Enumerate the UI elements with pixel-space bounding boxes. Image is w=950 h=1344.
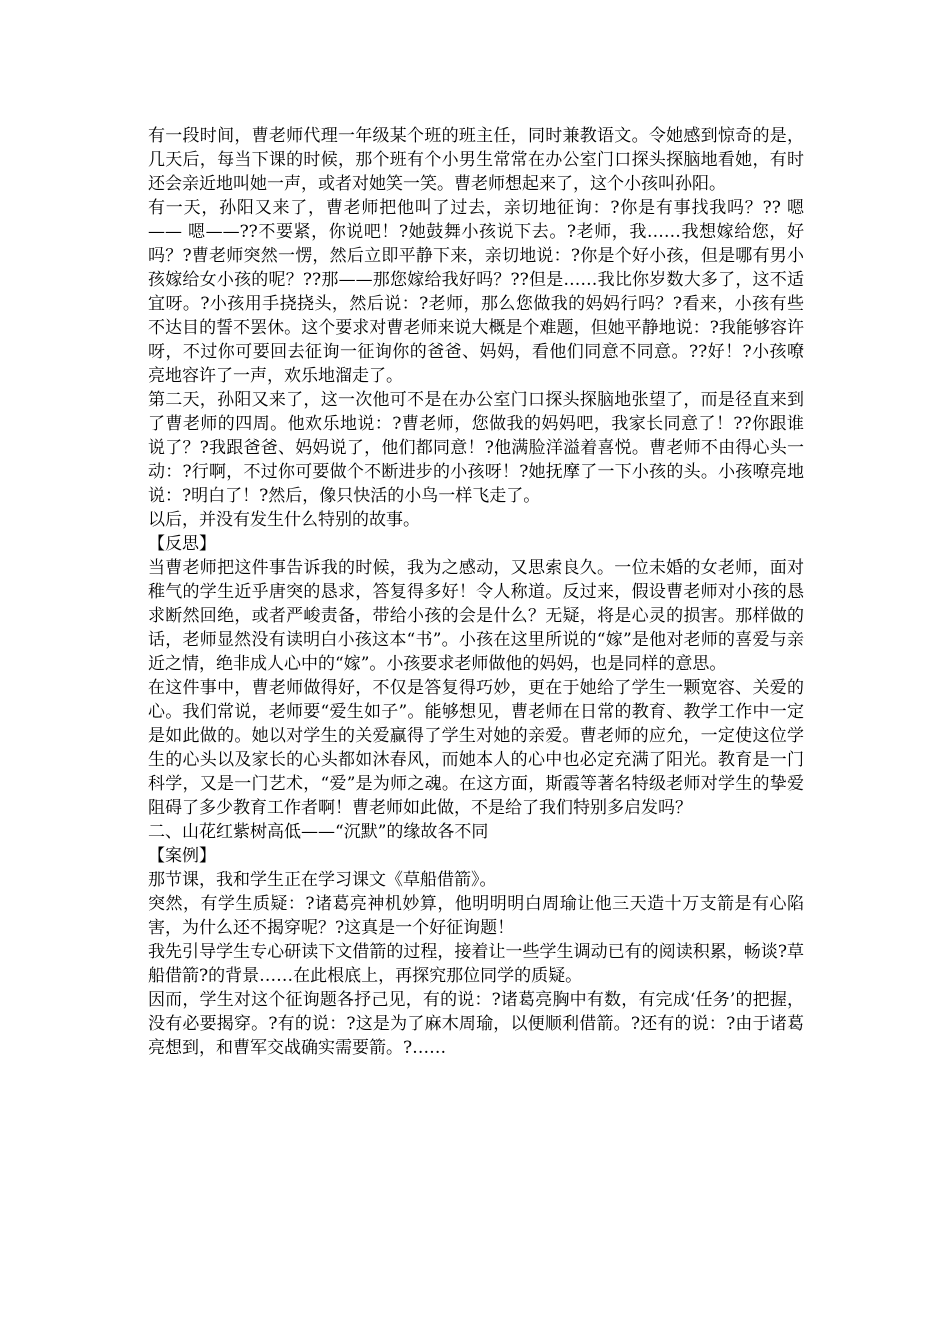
paragraph-intro: 有一段时间，曹老师代理一年级某个班的班主任，同时兼教语文。令她感到惊奇的是，几天后，每当下课的时候，那个班有个小男生常常在办公室门口探头探脑地看她，有时还会亲近地叫她一声，或者对她笑一笑。曹老师想起来了，这个小孩叫孙阳。 <box>148 126 804 194</box>
paragraph-case-3: 我先引导学生专心研读下文借箭的过程，接着让一些学生调动已有的阅读积累，畅谈?草船借箭?的背景……在此根底上，再探究那位同学的质疑。 <box>148 942 804 986</box>
paragraph-case-2: 突然，有学生质疑：?诸葛亮神机妙算，他明明明白周瑜让他三天造十万支箭是有心陷害，为什么还不揭穿呢？?这真是一个好征询题！ <box>148 894 804 938</box>
paragraph-dialogue-first-day: 有一天，孙阳又来了，曹老师把他叫了过去，亲切地征询：?你是有事找我吗？?? 嗯—— 嗯——??不要紧，你说吧！?她鼓舞小孩说下去。?老师，我……我想嫁给您，好吗？?曹老师突然一愣，然后立即平静下来，亲切地说：?你是个好小孩，但是哪有男小孩嫁给女小孩的呢？??那——那您嫁给我好吗？??但是……我比你岁数大多了，这不适宜呀。?小孩用手挠挠头，然后说：?老师，那么您做我的妈妈行吗？?看来，小孩有些不达目的誓不罢休。这个要求对曹老师来说大概是个难题，但她平静地说：?我能够容许呀，不过你可要回去征询一征询你的爸爸、妈妈，看他们同意不同意。??好！?小孩嘹亮地容许了一声，欢乐地溜走了。 <box>148 198 804 386</box>
paragraph-dialogue-second-day: 第二天，孙阳又来了，这一次他可不是在办公室门口探头探脑地张望了，而是径直来到了曹老师的四周。他欢乐地说：?曹老师，您做我的妈妈吧，我家长同意了！??你跟谁说了？?我跟爸爸、妈妈说了，他们都同意！?他满脸洋溢着喜悦。曹老师不由得心头一动：?行啊，不过你可要做个不断进步的小孩呀！?她抚摩了一下小孩的头。小孩嘹亮地说：?明白了！?然后，像只快活的小鸟一样飞走了。 <box>148 390 804 506</box>
paragraph-case-4: 因而，学生对这个征询题各抒己见，有的说：?诸葛亮胸中有数，有完成‘任务’的把握，没有必要揭穿。?有的说：?这是为了麻木周瑜，以便顺利借箭。?还有的说：?由于诸葛亮想到，和曹军交战确实需要箭。?…… <box>148 990 804 1058</box>
paragraph-reflection-1: 当曹老师把这件事告诉我的时候，我为之感动，又思索良久。一位未婚的女老师，面对稚气的学生近乎唐突的恳求，答复得多好！令人称道。反过来，假设曹老师对小孩的恳求断然回绝，或者严峻责备，带给小孩的会是什么？无疑，将是心灵的损害。那样做的话，老师显然没有读明白小孩这本“书”。小孩在这里所说的“嫁”是他对老师的喜爱与亲近之情，绝非成人心中的“嫁”。小孩要求老师做他的妈妈，也是同样的意思。 <box>148 558 804 674</box>
document-body <box>148 124 804 1060</box>
heading-reflection: 【反思】 <box>148 534 216 554</box>
heading-case: 【案例】 <box>148 846 216 866</box>
paragraph-reflection-2: 在这件事中，曹老师做得好，不仅是答复得巧妙，更在于她给了学生一颗宽容、关爱的心。我们常说，老师要“爱生如子”。能够想见，曹老师在日常的教育、教学工作中一定是如此做的。她以对学生的关爱赢得了学生对她的亲爱。曹老师的应允，一定使这位学生的心头以及家长的心头都如沐春风，而她本人的心中也必定充满了阳光。教育是一门科学，又是一门艺术，“爱”是为师之魂。在这方面，斯霞等著名特级老师对学生的挚爱阻碍了多少教育工作者啊！曹老师如此做，不是给了我们特别多启发吗？ <box>148 678 804 818</box>
paragraph-case-1: 那节课，我和学生正在学习课文《草船借箭》。 <box>148 870 497 890</box>
paragraph-afterwards: 以后，并没有发生什么特别的故事。 <box>148 510 420 530</box>
section-title-2: 二、山花红紫树高低——“沉默”的缘故各不同 <box>148 822 489 842</box>
